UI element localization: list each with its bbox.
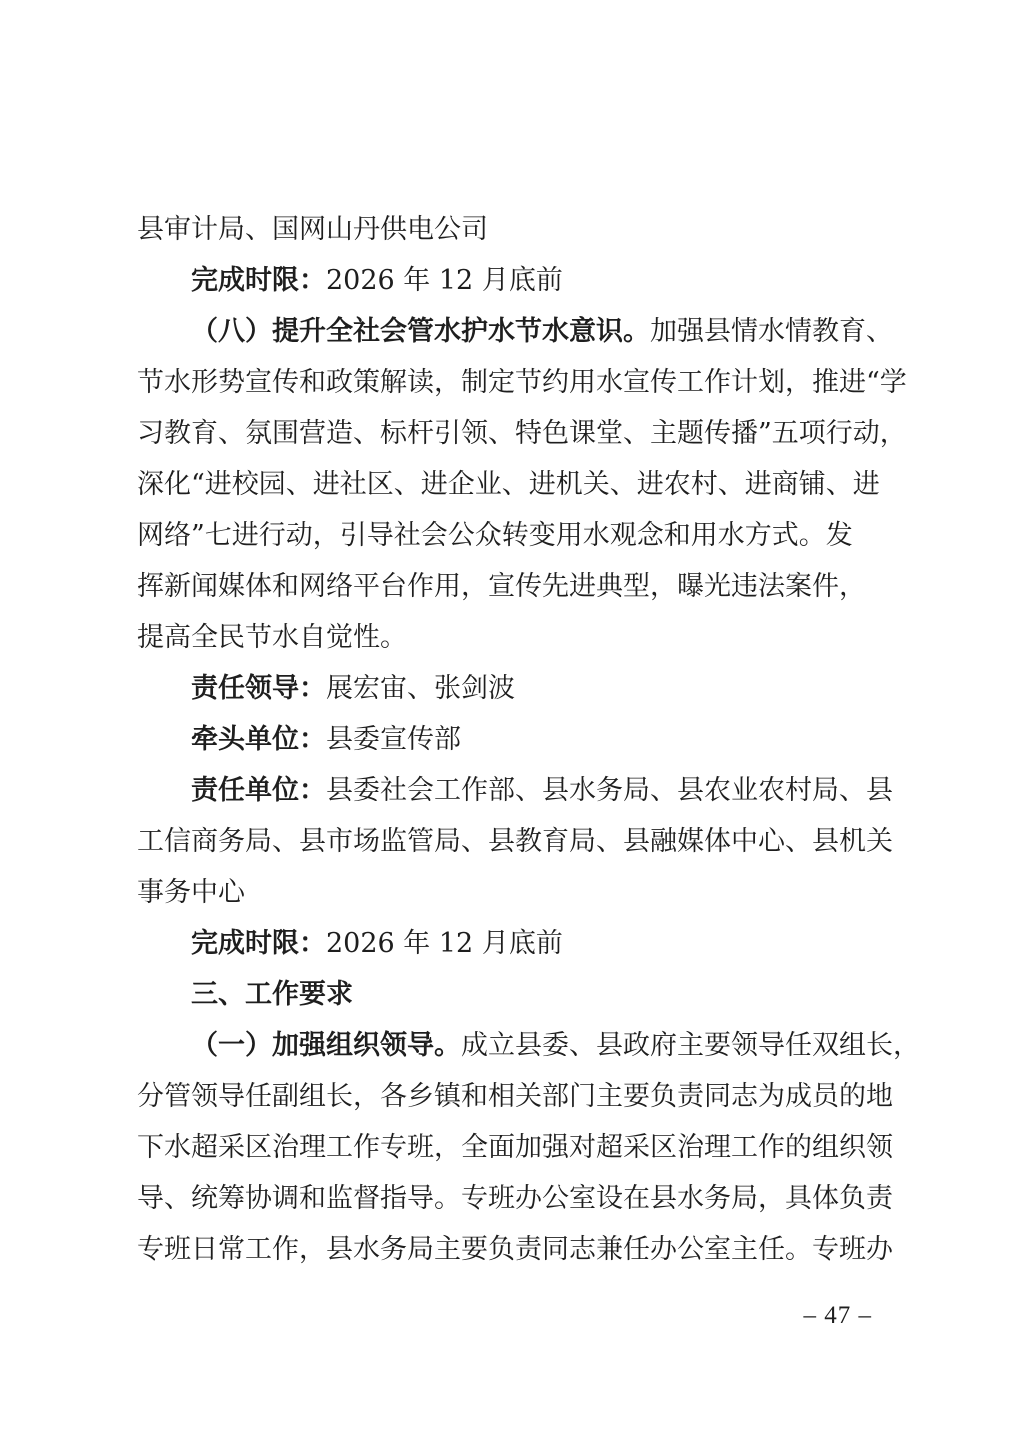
lead-unit-label: 牵头单位： xyxy=(191,724,326,755)
section8-heading: （八）提升全社会管水护水节水意识。 xyxy=(191,316,650,347)
deadline-value: 2026 年 12 月底前 xyxy=(326,928,563,959)
responsible-units-line: 工信商务局、县市场监管局、县教育局、县融媒体中心、县机关 xyxy=(137,826,893,857)
deadline-label: 完成时限： xyxy=(191,265,326,296)
section8-first-line xyxy=(137,306,893,357)
paragraph-line: 深化“进校园、进社区、进企业、进机关、进农村、进商铺、进 xyxy=(137,469,880,500)
deadline-value: 2026 年 12 月底前 xyxy=(326,265,563,296)
paragraph-line: 节水形势宣传和政策解读，制定节约用水宣传工作计划，推进“学 xyxy=(137,367,907,398)
deadline-row xyxy=(137,255,877,306)
responsible-units-label: 责任单位： xyxy=(191,775,326,806)
paragraph-line: 网络”七进行动，引导社会公众转变用水观念和用水方式。发 xyxy=(137,520,853,551)
leaders-value: 展宏宙、张剑波 xyxy=(326,673,515,704)
continuation-line: 县审计局、国网山丹供电公司 xyxy=(137,214,488,245)
leaders-label: 责任领导： xyxy=(191,673,326,704)
section1-first-line xyxy=(137,1020,920,1071)
paragraph-line: 挥新闻媒体和网络平台作用，宣传先进典型，曝光违法案件， xyxy=(137,571,866,602)
section1-heading: （一）加强组织领导。 xyxy=(191,1030,461,1061)
deadline-label: 完成时限： xyxy=(191,928,326,959)
responsible-units-line: 事务中心 xyxy=(137,877,245,908)
paragraph-line: 加强县情水情教育、 xyxy=(650,316,893,347)
paragraph-line: 分管领导任副组长，各乡镇和相关部门主要负责同志为成员的地 xyxy=(137,1081,893,1112)
responsible-units-value: 县委社会工作部、县水务局、县农业农村局、县 xyxy=(326,775,893,806)
page-number: – 47 – xyxy=(803,1302,872,1329)
part3-heading: 三、工作要求 xyxy=(191,979,353,1010)
paragraph-line: 提高全民节水自觉性。 xyxy=(137,622,407,653)
paragraph-line: 专班日常工作，县水务局主要负责同志兼任办公室主任。专班办 xyxy=(137,1234,893,1265)
document-body xyxy=(137,204,920,1275)
lead-unit-value: 县委宣传部 xyxy=(326,724,461,755)
paragraph-line: 导、统筹协调和监督指导。专班办公室设在县水务局，具体负责 xyxy=(137,1183,893,1214)
deadline-row xyxy=(137,918,877,969)
paragraph-line: 成立县委、县政府主要领导任双组长， xyxy=(461,1030,920,1061)
paragraph-line: 习教育、氛围营造、标杆引领、特色课堂、主题传播”五项行动， xyxy=(137,418,907,449)
responsible-units-row xyxy=(137,765,893,816)
lead-unit-row xyxy=(137,714,877,765)
paragraph-line: 下水超采区治理工作专班，全面加强对超采区治理工作的组织领 xyxy=(137,1132,893,1163)
leaders-row xyxy=(137,663,877,714)
